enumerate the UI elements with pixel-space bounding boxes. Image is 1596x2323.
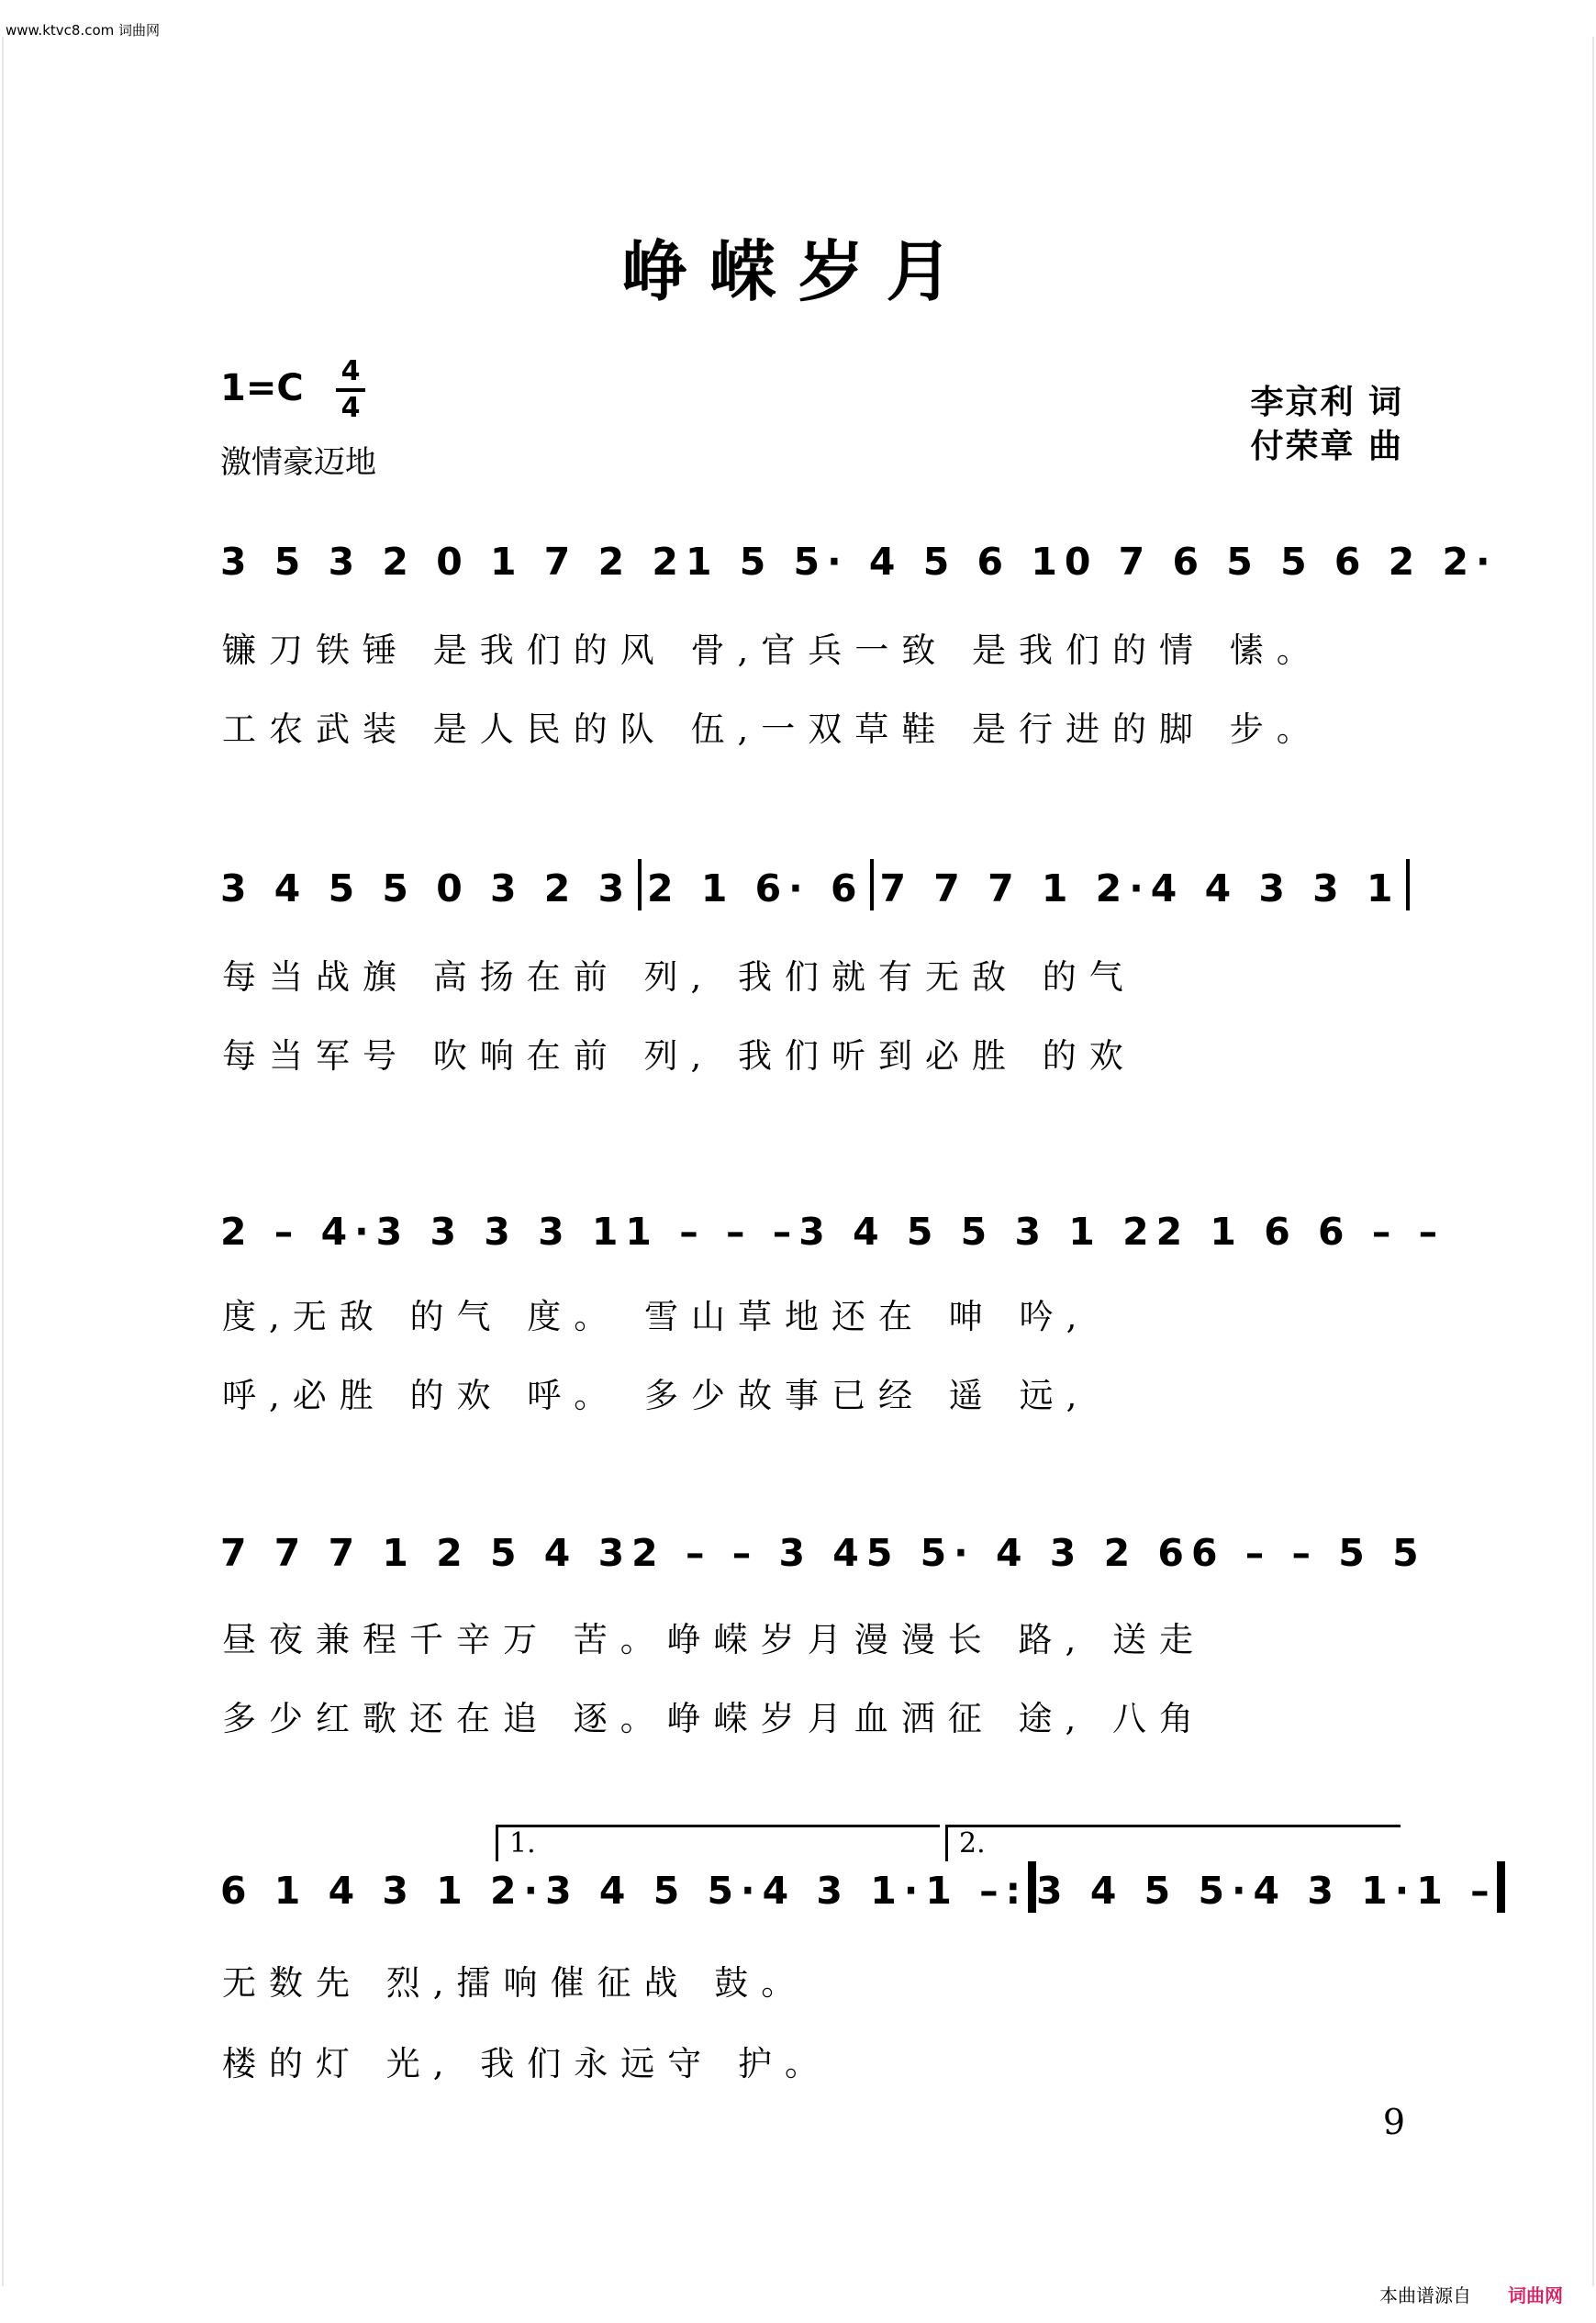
page-number: 9 <box>1382 2102 1405 2142</box>
score-row-3 <box>220 1202 1445 1254</box>
left-edge-strip <box>2 37 4 2286</box>
volta-second-ending: 2. <box>945 1825 1401 1861</box>
measure: 7 7 7 1 2·4 4 3 3 1 <box>879 866 1401 910</box>
lyric-verse-2: 多少红歌还在追 逐。峥嵘岁月血洒征 途, 八角 <box>222 1699 1207 1738</box>
lyric-verse-2: 呼,必胜 的欢 呼。 多少故事已经 遥 远, <box>222 1376 1090 1415</box>
measure: 3 4 5 5 3 1 2 <box>798 1210 1156 1254</box>
measure: 7 7 7 1 2 5 4 3 <box>220 1531 632 1575</box>
time-denominator: 4 <box>340 392 361 424</box>
measure: 2 – – 3 4 <box>631 1531 866 1575</box>
score-row-4 <box>220 1524 1426 1575</box>
score-row-1 <box>220 532 1498 584</box>
measure: 2 1 6 6 – – <box>1155 1210 1445 1254</box>
score-row-5 <box>220 1861 1497 1913</box>
barline <box>870 859 874 910</box>
lyric-verse-1: 每当战旗 高扬在前 列, 我们就有无敌 的气 <box>222 957 1136 997</box>
measure: 3 4 5 5·4 3 1·1 –: <box>545 1869 1029 1913</box>
lyric-verse-2: 每当军号 吹响在前 列, 我们听到必胜 的欢 <box>222 1036 1136 1076</box>
volta-first-ending: 1. <box>496 1825 940 1861</box>
composer-credit: 付荣章 曲 <box>1250 428 1403 465</box>
lyric-verse-1: 度,无敌 的气 度。 雪山草地还在 呻 吟, <box>222 1297 1090 1336</box>
barline <box>1406 859 1410 910</box>
footer-source <box>1379 2281 1563 2307</box>
tempo-marking: 激情豪迈地 <box>220 444 376 481</box>
time-signature <box>336 356 365 424</box>
measure: 6 1 4 3 1 2· <box>220 1869 546 1913</box>
measure: 3 5 3 2 0 1 7 2 2 <box>220 540 686 584</box>
measure: 0 7 6 5 5 6 2 2· <box>1064 540 1498 584</box>
song-title: 峥嵘岁月 <box>621 233 975 310</box>
measure: 5 5· 4 3 2 6 <box>865 1531 1191 1575</box>
measure: 6 – – 5 5 <box>1190 1531 1426 1575</box>
footer-text: 本曲谱源自 <box>1379 2284 1471 2306</box>
measure: 2 1 6· 6 <box>647 866 865 910</box>
site-watermark: www.ktvc8.com 词曲网 <box>6 22 161 39</box>
lyricist-credit: 李京利 词 <box>1250 384 1403 421</box>
measure: 1 5 5· 4 5 6 1 <box>685 540 1065 584</box>
measure: 3 4 5 5 0 3 2 3 <box>220 866 632 910</box>
measure: 3 4 5 5·4 3 1·1 – <box>1036 1869 1497 1913</box>
repeat-barline <box>1028 1861 1036 1913</box>
lyric-verse-2: 工农武装 是人民的队 伍,一双草鞋 是行进的脚 步。 <box>222 709 1323 749</box>
time-numerator: 4 <box>340 355 361 387</box>
measure: 2 – 4·3 3 3 3 1 <box>220 1210 626 1254</box>
lyric-verse-1: 镰刀铁锤 是我们的风 骨,官兵一致 是我们的情 愫。 <box>222 631 1323 670</box>
right-edge-strip <box>1592 37 1594 2286</box>
footer-brand-link[interactable]: 词曲网 <box>1508 2284 1563 2306</box>
score-row-2 <box>220 859 1410 910</box>
lyric-verse-2: 楼的灯 光, 我们永远守 护。 <box>222 2044 832 2083</box>
measure: 1 – – – <box>625 1210 799 1254</box>
lyric-verse-1: 无数先 烈,擂响催征战 鼓。 <box>222 1963 809 2003</box>
barline <box>638 859 642 910</box>
final-barline <box>1497 1861 1505 1913</box>
lyric-verse-1: 昼夜兼程千辛万 苦。峥嵘岁月漫漫长 路, 送走 <box>222 1620 1207 1659</box>
key-signature: 1=C <box>220 367 304 409</box>
